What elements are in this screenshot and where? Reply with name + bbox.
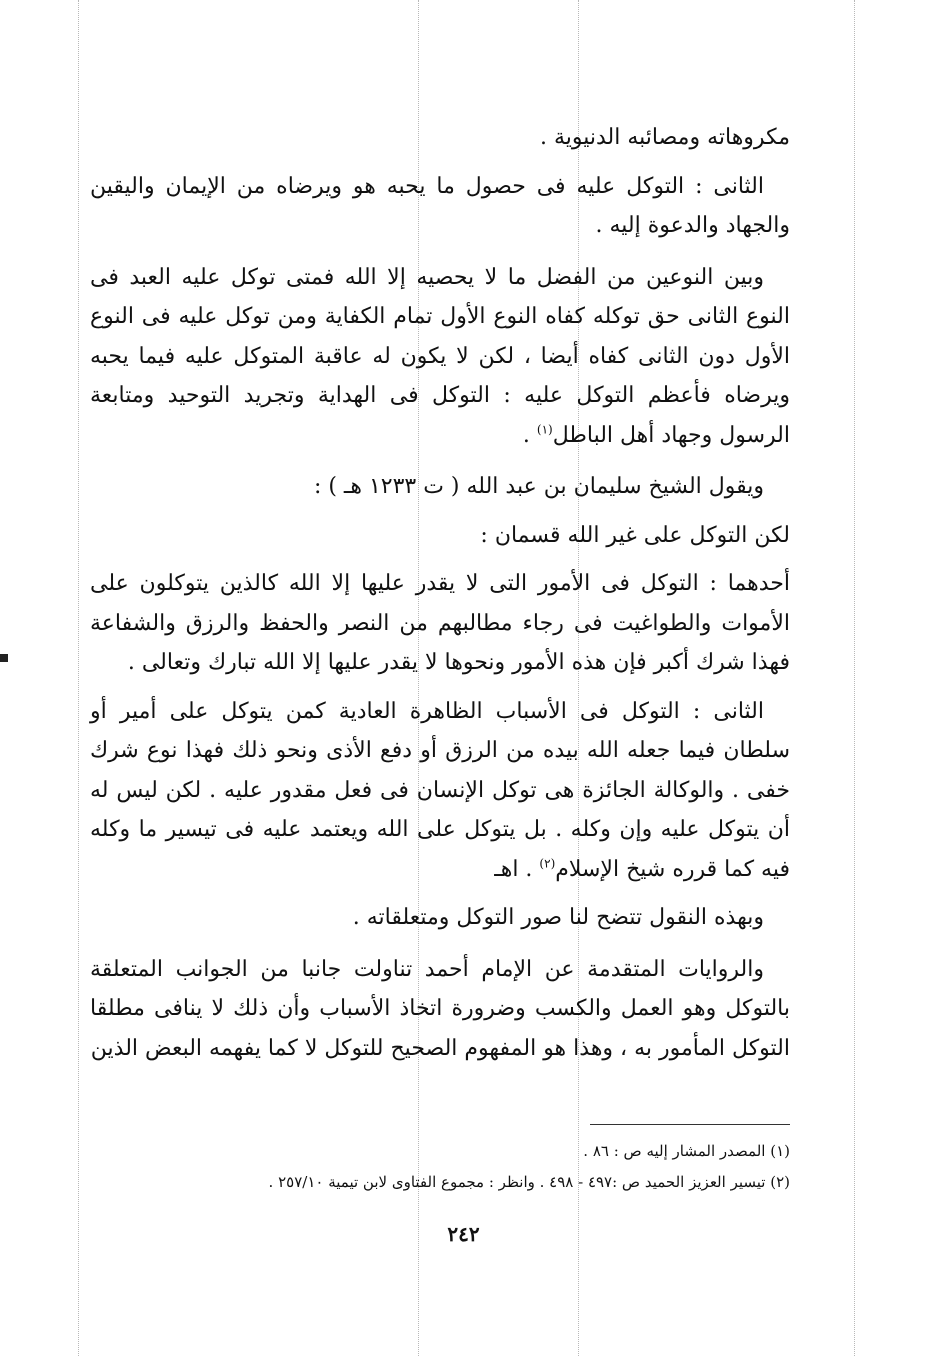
page-body	[90, 118, 790, 1077]
footnotes	[90, 1136, 790, 1198]
footnote-rule	[590, 1124, 790, 1125]
scan-margin-line	[854, 0, 855, 1356]
paragraph: مكروهاته ومصائبه الدنيوية .	[539, 125, 790, 150]
paragraph-text: الثانى : التوكل فى الأسباب الظاهرة العادية كمن يتوكل على أمير أو سلطان فيما جعله الله بيده من الرزق أو دفع الأذى ونحو ذلك فهذا نوع شرك خفى . والوكالة الجائزة هى توكل الإنسان فى فعل مقدور عليه . لكن ليس له أن يتوكل عليه وإن وكله . بل يتوكل على الله ويعتمد عليه فى تيسير ما وكله فيه كما قرره شيخ الإسلام	[90, 698, 790, 882]
footnote: (١) المصدر المشار إليه ص : ٨٦ .	[583, 1142, 790, 1160]
paragraph-text: وبين النوعين من الفضل ما لا يحصيه إلا الله فمتى توكل عليه العبد فى النوع الثانى حق توكله كفاه النوع الأول تمام الكفاية ومن توكل عليه فى النوع الأول دون الثانى كفاه أيضا ، لكن لا يكون له عاقبة المتوكل عليه فيما يحبه ويرضاه فأعظم التوكل عليه : التوكل فى الهداية وتجريد التوحيد ومتابعة الرسول وجهاد أهل الباطل	[90, 264, 790, 448]
scan-margin-line	[78, 0, 79, 1356]
paragraph	[90, 692, 790, 890]
paragraph: الثانى : التوكل عليه فى حصول ما يحبه هو ويرضاه من الإيمان واليقين والجهاد والدعوة إليه .	[90, 173, 790, 238]
footnote: (٢) تيسير العزيز الحميد ص :٤٩٧ - ٤٩٨ . وانظر : مجموع الفتاوى لابن تيمية ٢٥٧/١٠ .	[268, 1173, 790, 1191]
footnote-ref: (٢)	[539, 856, 556, 871]
paragraph: والروايات المتقدمة عن الإمام أحمد تناولت جانبا من الجوانب المتعلقة بالتوكل وهو العمل والكسب وضرورة اتخاذ الأسباب وأن ذلك لا ينافى مطلقا التوكل المأمور به ، وهذا هو المفهوم الصحيح للتوكل لا كما يفهمه البعض الذين	[90, 956, 790, 1061]
paragraph: وبهذه النقول تتضح لنا صور التوكل ومتعلقاته .	[352, 905, 764, 930]
paragraph	[90, 258, 790, 456]
paragraph: أحدهما : التوكل فى الأمور التى لا يقدر عليها إلا الله كالذين يتوكلون على الأموات والطواغيت فى رجاء مطالبهم من النصر والحفظ والرزق والشفاعة فهذا شرك أكبر فإن هذه الأمور ونحوها لا يقدر عليها إلا الله تبارك وتعالى .	[90, 571, 790, 675]
paragraph-end: . اهـ	[494, 856, 540, 882]
paragraph: لكن التوكل على غير الله قسمان :	[480, 522, 790, 548]
scan-edge-mark	[0, 654, 8, 662]
footnote-ref: (١)	[536, 422, 553, 437]
paragraph-end: .	[522, 422, 537, 448]
page-number: ٢٤٢	[447, 1222, 480, 1246]
paragraph: ويقول الشيخ سليمان بن عبد الله ( ت ١٢٣٣ هـ ) :	[313, 474, 764, 499]
